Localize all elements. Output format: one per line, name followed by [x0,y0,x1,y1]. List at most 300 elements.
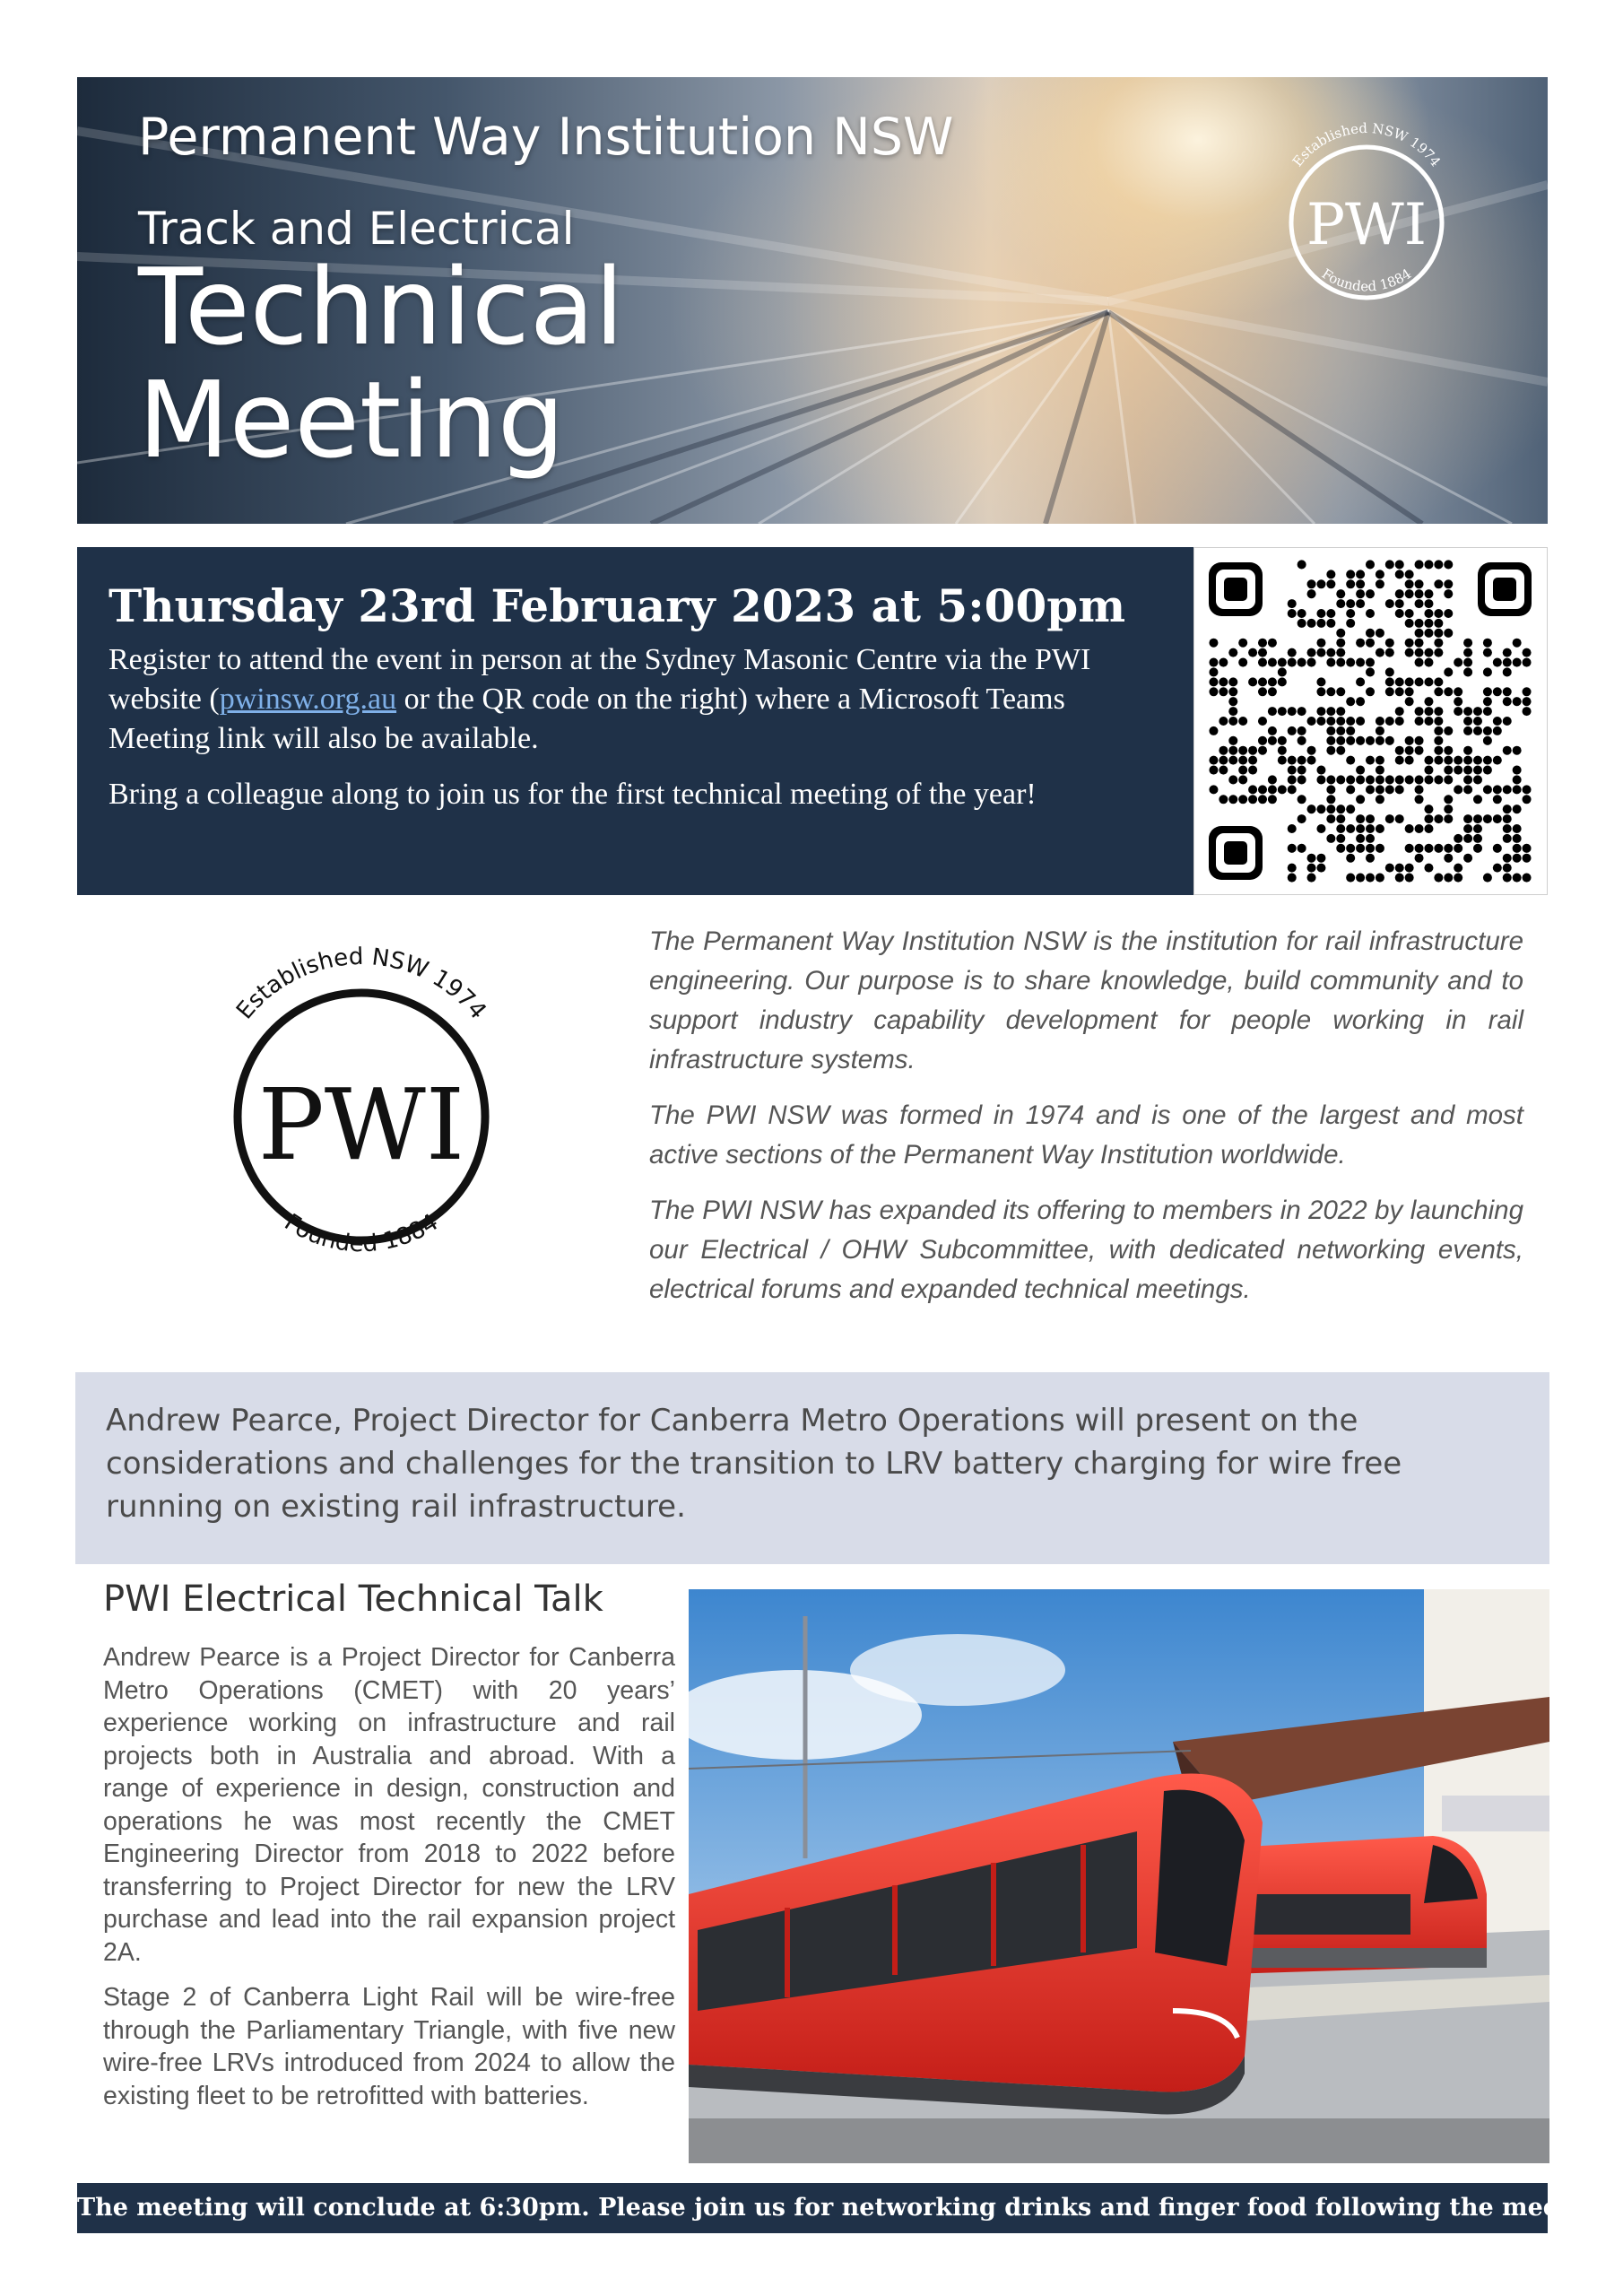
qr-module [1483,736,1492,745]
qr-module [1463,756,1472,765]
qr-module [1356,697,1365,706]
qr-module [1209,766,1218,775]
qr-module [1356,599,1365,608]
qr-module [1248,766,1257,775]
qr-module [1209,726,1218,735]
qr-module [1454,756,1462,765]
qr-module [1415,658,1424,667]
qr-module [1513,775,1522,784]
qr-module [1336,687,1345,696]
qr-module [1336,814,1345,823]
qr-module [1434,736,1443,745]
qr-module [1268,726,1277,735]
qr-module [1356,658,1365,667]
qr-module [1473,707,1482,716]
qr-module [1219,677,1228,686]
qr-module [1298,756,1306,765]
qr-module [1385,864,1394,873]
organisation-name: Permanent Way Institution NSW [138,108,954,167]
qr-module [1463,639,1472,648]
qr-module [1268,639,1277,648]
qr-module [1395,874,1404,883]
qr-code-graphic [1194,548,1547,894]
qr-module [1405,697,1414,706]
qr-module [1356,834,1365,843]
qr-module [1424,707,1433,716]
qr-module [1405,736,1414,745]
qr-module [1415,599,1424,608]
qr-module [1503,824,1512,833]
banner-logo-text-top: Established NSW 1974 [1289,119,1445,170]
qr-module [1473,717,1482,726]
qr-module [1434,775,1443,784]
qr-module [1346,874,1355,883]
qr-module [1356,844,1365,853]
emblem-monogram: PWI [257,1067,465,1182]
qr-module [1493,717,1502,726]
qr-module [1356,677,1365,686]
qr-module [1307,804,1316,813]
qr-module [1258,785,1267,794]
qr-module [1268,785,1277,794]
qr-module [1454,844,1462,853]
qr-module [1424,864,1433,873]
qr-module [1434,619,1443,628]
qr-module [1415,854,1424,863]
qr-module [1307,864,1316,873]
qr-module [1454,707,1462,716]
qr-module [1336,639,1345,648]
qr-module [1288,785,1297,794]
qr-module [1248,785,1257,794]
qr-module [1278,756,1287,765]
qr-module [1424,658,1433,667]
qr-module [1288,844,1297,853]
qr-module [1316,609,1325,618]
qr-module [1523,687,1532,696]
qr-module [1316,707,1325,716]
qr-module [1415,579,1424,588]
qr-module [1326,648,1335,657]
qr-module [1444,629,1453,638]
qr-module [1356,639,1365,648]
qr-module [1366,560,1375,569]
qr-module [1366,874,1375,883]
qr-module [1268,687,1277,696]
qr-module [1298,560,1306,569]
registration-text-start: Register to attend the event in person at the Sydney Masonic Centre via the PWI website ( [108,643,1091,716]
qr-module [1278,746,1287,755]
qr-module [1298,814,1306,823]
qr-module [1326,726,1335,735]
qr-module [1483,687,1492,696]
qr-module [1503,804,1512,813]
qr-module [1316,687,1325,696]
qr-module [1316,775,1325,784]
qr-module [1415,785,1424,794]
qr-module [1513,697,1522,706]
qr-module [1523,648,1532,657]
svg-text:Founded 1884 [280,1209,444,1257]
qr-module [1463,785,1472,794]
qr-module [1248,746,1257,755]
qr-module [1493,756,1502,765]
qr-module [1415,648,1424,657]
qr-module [1493,687,1502,696]
qr-module [1376,775,1384,784]
qr-module [1298,775,1306,784]
qr-module [1444,589,1453,598]
qr-module [1346,736,1355,745]
qr-module [1503,697,1512,706]
qr-module [1454,874,1462,883]
qr-module [1376,717,1384,726]
registration-paragraph [108,640,1149,759]
qr-module [1326,658,1335,667]
qr-module [1513,639,1522,648]
qr-module [1336,844,1345,853]
qr-module [1336,629,1345,638]
qr-module [1366,834,1375,843]
banner-logo-text-bottom: Founded 1884 [1318,265,1415,295]
qr-module [1238,746,1247,755]
qr-module [1405,756,1414,765]
qr-code-icon[interactable] [1193,547,1548,895]
qr-module [1395,756,1404,765]
qr-module [1298,658,1306,667]
qr-module [1336,804,1345,813]
qr-module [1385,599,1394,608]
qr-module [1385,639,1394,648]
qr-module [1385,736,1394,745]
header-banner [77,77,1548,524]
qr-module [1346,717,1355,726]
qr-module [1326,746,1335,755]
qr-module [1228,677,1237,686]
qr-module [1219,756,1228,765]
qr-module [1395,717,1404,726]
qr-module [1376,726,1384,735]
qr-module [1346,785,1355,794]
qr-module [1366,854,1375,863]
qr-module [1336,717,1345,726]
qr-module [1258,746,1267,755]
qr-module [1454,766,1462,775]
about-paragraph: The PWI NSW has expanded its offering to members in 2022 by launching our Electrical / OHW Subcommittee, with dedicated networking events, electrical forums and expanded technical meetings. [649,1196,1523,1304]
qr-module [1463,766,1472,775]
qr-module [1444,756,1453,765]
qr-module [1298,795,1306,804]
about-paragraph: The Permanent Way Institution NSW is the institution for rail infrastructure engineering. Our purpose is to share knowledge, build community and to support industry capability development for people working in rail infrastructure systems. [649,926,1523,1074]
qr-module [1444,560,1453,569]
qr-module [1346,619,1355,628]
qr-module [1424,609,1433,618]
qr-module [1444,814,1453,823]
qr-module [1434,639,1443,648]
qr-module [1424,648,1433,657]
qr-module [1326,609,1335,618]
qr-module [1424,766,1433,775]
qr-module [1405,579,1414,588]
qr-module [1405,687,1414,696]
emblem-text-top: Established NSW 1974 [231,943,491,1025]
qr-module [1513,804,1522,813]
qr-module [1463,775,1472,784]
qr-module [1298,619,1306,628]
qr-module [1307,658,1316,667]
qr-module [1307,579,1316,588]
qr-module [1336,726,1345,735]
qr-module [1366,687,1375,696]
qr-module [1424,804,1433,813]
qr-module [1395,864,1404,873]
qr-module [1395,775,1404,784]
qr-module [1268,775,1277,784]
qr-module [1219,795,1228,804]
qr-module [1513,824,1522,833]
qr-module [1326,579,1335,588]
qr-module [1326,687,1335,696]
qr-module [1385,717,1394,726]
qr-module [1454,864,1462,873]
qr-module [1298,766,1306,775]
qr-module [1493,844,1502,853]
qr-module [1346,658,1355,667]
qr-module [1415,639,1424,648]
qr-module [1523,697,1532,706]
qr-module [1316,864,1325,873]
qr-module [1336,834,1345,843]
qr-module [1238,717,1247,726]
qr-module [1444,726,1453,735]
qr-module [1444,844,1453,853]
qr-module [1395,609,1404,618]
qr-module [1503,854,1512,863]
qr-module [1316,824,1325,833]
qr-module [1228,648,1237,657]
qr-module [1346,579,1355,588]
qr-module [1424,677,1433,686]
qr-module [1288,864,1297,873]
qr-module [1268,707,1277,716]
qr-module [1395,677,1404,686]
qr-module [1463,717,1472,726]
qr-module [1523,874,1532,883]
qr-module [1424,629,1433,638]
qr-module [1316,804,1325,813]
pwi-logo-icon [1259,108,1474,323]
qr-module [1463,824,1472,833]
qr-module [1288,707,1297,716]
about-institution-text [649,922,1523,1326]
qr-module [1366,736,1375,745]
qr-module [1209,756,1218,765]
qr-module [1376,756,1384,765]
qr-module [1346,854,1355,863]
qr-module [1298,609,1306,618]
qr-module [1454,687,1462,696]
qr-module [1415,619,1424,628]
qr-module [1209,667,1218,676]
qr-module [1424,844,1433,853]
qr-module [1366,785,1375,794]
qr-module [1395,814,1404,823]
qr-module [1434,677,1443,686]
qr-module [1307,717,1316,726]
qr-module [1376,824,1384,833]
qr-module [1356,824,1365,833]
qr-module [1298,844,1306,853]
qr-module [1248,756,1257,765]
qr-module [1513,658,1522,667]
qr-module [1444,579,1453,588]
qr-module [1395,599,1404,608]
qr-module [1523,854,1532,863]
qr-module [1258,795,1267,804]
qr-module [1376,766,1384,775]
qr-module [1326,736,1335,745]
qr-module [1513,766,1522,775]
qr-module [1209,658,1218,667]
qr-module [1356,736,1365,745]
qr-module [1366,824,1375,833]
qr-module [1346,824,1355,833]
qr-module [1434,874,1443,883]
qr-module [1346,697,1355,706]
qr-module [1346,844,1355,853]
qr-module [1434,687,1443,696]
qr-module [1473,756,1482,765]
qr-module [1376,648,1384,657]
qr-module [1366,775,1375,784]
qr-module [1356,814,1365,823]
website-link[interactable]: pwinsw.org.au [219,683,397,716]
qr-module [1258,677,1267,686]
qr-module [1307,648,1316,657]
qr-module [1513,854,1522,863]
qr-module [1209,687,1218,696]
qr-module [1483,667,1492,676]
qr-module [1424,775,1433,784]
svg-text:Established NSW 1974 [231,944,491,1025]
qr-module [1209,785,1218,794]
qr-module [1316,677,1325,686]
qr-module [1463,834,1472,843]
qr-module [1434,726,1443,735]
qr-module [1366,609,1375,618]
qr-module [1483,726,1492,735]
qr-module [1503,717,1512,726]
qr-module [1434,844,1443,853]
qr-module [1434,560,1443,569]
qr-module [1405,589,1414,598]
qr-module [1316,648,1325,657]
qr-module [1463,814,1472,823]
qr-module [1463,726,1472,735]
light-rail-tram-photo [689,1589,1549,2163]
qr-module [1434,756,1443,765]
qr-module [1326,570,1335,578]
qr-module [1307,756,1316,765]
qr-module [1336,658,1345,667]
qr-module [1336,775,1345,784]
qr-module [1326,619,1335,628]
qr-module [1483,785,1492,794]
qr-module [1307,589,1316,598]
qr-module [1228,697,1237,706]
qr-module [1523,658,1532,667]
banner-title-line1: Technical [138,245,624,369]
qr-module [1268,736,1277,745]
qr-module [1326,775,1335,784]
qr-module [1376,629,1384,638]
qr-module [1228,746,1237,755]
qr-module [1336,824,1345,833]
qr-module [1228,687,1237,696]
qr-module [1415,746,1424,755]
qr-module [1424,560,1433,569]
qr-module [1523,795,1532,804]
qr-module [1258,658,1267,667]
qr-module [1278,707,1287,716]
qr-module [1444,766,1453,775]
qr-module [1376,579,1384,588]
qr-module [1473,844,1482,853]
qr-module [1503,648,1512,657]
qr-module [1278,677,1287,686]
qr-module [1385,775,1394,784]
qr-module [1503,687,1512,696]
qr-module [1248,795,1257,804]
qr-module [1405,619,1414,628]
qr-module [1316,579,1325,588]
qr-module [1415,589,1424,598]
qr-module [1493,864,1502,873]
qr-module [1463,648,1472,657]
qr-module [1298,707,1306,716]
registration-text-end: or the QR code on the right) where a Microsoft Teams Meeting link will also be available. [108,683,1065,755]
qr-module [1444,667,1453,676]
qr-module [1366,844,1375,853]
banner-logo-monogram: PWI [1306,192,1428,258]
qr-module [1395,785,1404,794]
qr-module [1513,844,1522,853]
qr-module [1288,609,1297,618]
qr-module [1356,795,1365,804]
qr-module [1346,756,1355,765]
event-details-panel [77,547,1193,895]
qr-module [1483,874,1492,883]
qr-module [1219,717,1228,726]
qr-module [1483,814,1492,823]
qr-module [1385,648,1394,657]
qr-module [1503,864,1512,873]
qr-module [1316,639,1325,648]
qr-module [1424,589,1433,598]
banner-title-line2: Meeting [138,358,565,482]
qr-module [1405,864,1414,873]
qr-module [1307,746,1316,755]
qr-module [1326,717,1335,726]
colleague-invitation: Bring a colleague along to join us for the first technical meeting of the year! [108,778,1037,811]
qr-module [1385,667,1394,676]
qr-module [1238,658,1247,667]
qr-module [1473,795,1482,804]
qr-module [1513,785,1522,794]
qr-module [1219,746,1228,755]
qr-module [1258,717,1267,726]
qr-module [1395,707,1404,716]
